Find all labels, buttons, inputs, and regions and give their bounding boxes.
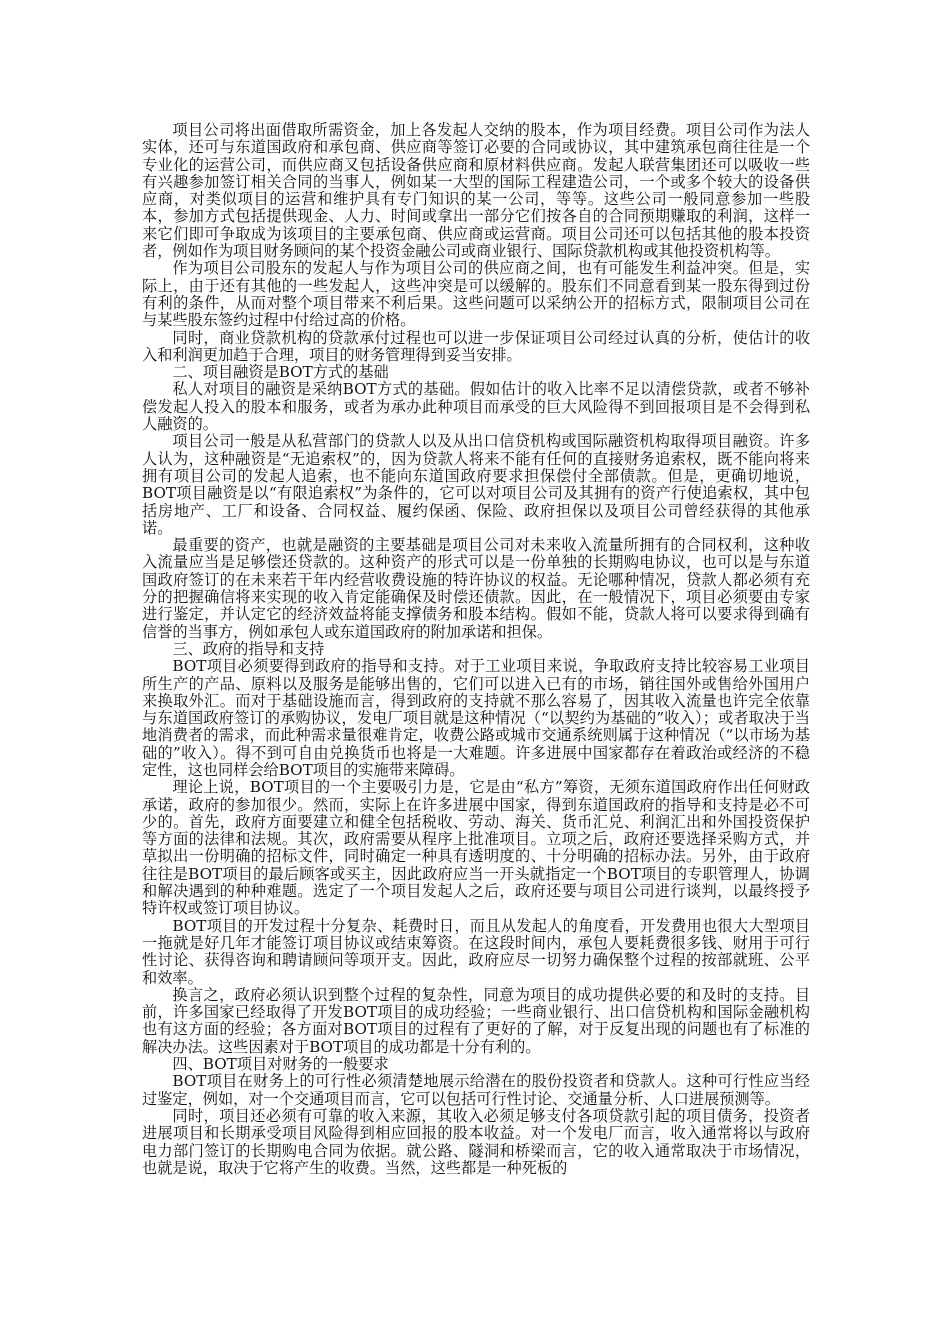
- paragraph-conflict-of-interest: 作为项目公司股东的发起人与作为项目公司的供应商之间，也有可能发生利益冲突。但是，实际上，由于还有其他的一些发起人，这些冲突是可以缓解的。股东们不同意看到某一股东得到过份有利的条件，从而对整个项目带来不利后果。这些问题可以采纳公开的招标方式，限制项目公司在与某些股东签约过程中付给过高的价格。: [142, 259, 810, 330]
- section-heading-4: 四、BOT项目对财务的一般要求: [172, 1055, 389, 1074]
- section-heading-3: 三、政府的指导和支持: [172, 639, 325, 658]
- paragraph-commercial-lending: 同时，商业贷款机构的贷款承付过程也可以进一步保证项目公司经过认真的分析，使估计的收入和利润更加趋于合理，项目的财务管理得到妥当安排。: [142, 328, 810, 364]
- paragraph-feasibility: BOT项目在财务上的可行性必须清楚地展示给潜在的股份投资者和贷款人。这种可行性应当经过鉴定，例如，对一个交通项目而言，它可以包括可行性讨论、交通量分析、人口进展预测等。: [142, 1072, 810, 1108]
- paragraph-government-support: BOT项目必须要得到政府的指导和支持。对于工业项目来说，争取政府支持比较容易工业项目所生产的产品、原料以及服务是能够出售的，它们可以进入已有的市场，销往国外或售给外国用户来换取外汇。而对于基础设施而言，得到政府的支持就不那么容易了，因其收入流量也许完全依靠与东道国政府签订的承购协议，发电厂项目就是这种情况（“以契约为基础的”收入）；或者取决于当地消费者的需求，而此种需求量很难肯定，收费公路或城市交通系统则属于这种情况（“以市场为基础的”收入）。得不到可自由兑换货币也将是一大难题。许多进展中国家都存在着政治或经济的不稳定性，这也同样会给BOT项目的实施带来障碍。: [142, 657, 810, 779]
- paragraph-project-company: 项目公司将出面借取所需资金，加上各发起人交纳的股本，作为项目经费。项目公司作为法人实体，还可与东道国政府和承包商、供应商等签订必要的合同或协议，其中建筑承包商往往是一个专业化的运营公司，而供应商又包括设备供应商和原材料供应商。发起人联营集团还可以吸收一些有兴趣参加签订相关合同的当事人，例如某一大型的国际工程建造公司，一个或多个较大的设备供应商，对类似项目的运营和维护具有专门知识的某一公司，等等。这些公司一般同意参加一些股本，参加方式包括提供现金、人力、时间或拿出一部分它们按各自的合同预期赚取的利润，这样一来它们即可争取成为该项目的主要承包商、供应商或运营商。项目公司还可以包括其他的股本投资者，例如作为项目财务顾问的某个投资金融公司或商业银行、国际贷款机构或其他投资机构等。: [142, 121, 810, 261]
- section-heading-2: 二、项目融资是BOT方式的基础: [172, 363, 389, 382]
- paragraph-private-financing: 私人对项目的融资是采纳BOT方式的基础。假如估计的收入比率不足以清偿贷款，或者不够补偿发起人投入的股本和服务，或者为承办此种项目而承受的巨大风险得不到回报项目是不会得到私人融资的。: [142, 380, 810, 434]
- document-page: [142, 122, 810, 1177]
- paragraph-theory: 理论上说，BOT项目的一个主要吸引力是，它是由“私方”筹资，无须东道国政府作出任何财政承诺，政府的参加很少。然而，实际上在许多进展中国家，得到东道国政府的指导和支持是必不可少的。首先，政府方面要建立和健全包括税收、劳动、海关、货币汇兑、利润汇出和外国投资保护等方面的法律和法规。其次，政府需要从程序上批准项目。立项之后，政府还要选择采购方式，并草拟出一份明确的招标文件，同时确定一种具有透明度的、十分明确的招标办法。另外，由于政府往往是BOT项目的最后顾客或买主，因此政府应当一开头就指定一个BOT项目的专职管理人，协调和解决遇到的种种难题。选定了一个项目发起人之后，政府还要与项目公司进行谈判，以最终授予特许权或签订项目协议。: [142, 778, 810, 918]
- paragraph-complexity: 换言之，政府必须认识到整个过程的复杂性，同意为项目的成功提供必要的和及时的支持。目前，许多国家已经取得了开发BOT项目的成功经验；一些商业银行、出口信贷机构和国际金融机构也有这方面的经验；各方面对BOT项目的过程有了更好的了解，对于反复出现的问题也有了标准的解决办法。这些因素对于BOT项目的成功都是十分有利的。: [142, 985, 810, 1056]
- paragraph-development-process: BOT项目的开发过程十分复杂、耗费时日，而且从发起人的角度看，开发费用也很大大型项目一拖就是好几年才能签订项目协议或结束筹资。在这段时间内，承包人要耗费很多钱、财用于可行性讨论、获得咨询和聘请顾问等项开支。因此，政府应尽一切努力确保整个过程的按部就班、公平和效率。: [142, 916, 810, 987]
- paragraph-recourse: 项目公司一般是从私营部门的贷款人以及从出口信贷机构或国际融资机构取得项目融资。许多人认为，这种融资是“无追索权”的，因为贷款人将来不能有任何的直接财务追索权，既不能向将来拥有项目公司的发起人追索，也不能向东道国政府要求担保偿付全部债款。但是，更确切地说，BOT项目融资是以“有限追索权”为条件的，它可以对项目公司及其拥有的资产行使追索权，其中包括房地产、工厂和设备、合同权益、履约保函、保险、政府担保以及项目公司曾经获得的其他承诺。: [142, 432, 810, 537]
- paragraph-key-assets: 最重要的资产，也就是融资的主要基础是项目公司对未来收入流量所拥有的合同权利，这种收入流量应当是足够偿还贷款的。这种资产的形式可以是一份单独的长期购电协议，也可以是与东道国政府签订的在未来若干年内经营收费设施的特许协议的权益。无论哪种情况，贷款人都必须有充分的把握确信将来实现的收入肯定能确保及时偿还债款。因此，在一般情况下，项目必须要由专家进行鉴定，并认定它的经济效益将能支撑债务和股本结构。假如不能，贷款人将可以要求得到确有信誉的当事方，例如承包人或东道国政府的附加承诺和担保。: [142, 536, 810, 641]
- paragraph-revenue-source: 同时，项目还必须有可靠的收入来源，其收入必须足够支付各项贷款引起的项目债务，投资者进展项目和长期承受项目风险得到相应回报的股本收益。对一个发电厂而言，收入通常将以与政府电力部门签订的长期购电合同为依据。就公路、隧洞和桥梁而言，它的收入通常取决于市场情况，也就是说，取决于它将产生的收费。当然，这些都是一种死板的: [142, 1106, 810, 1177]
